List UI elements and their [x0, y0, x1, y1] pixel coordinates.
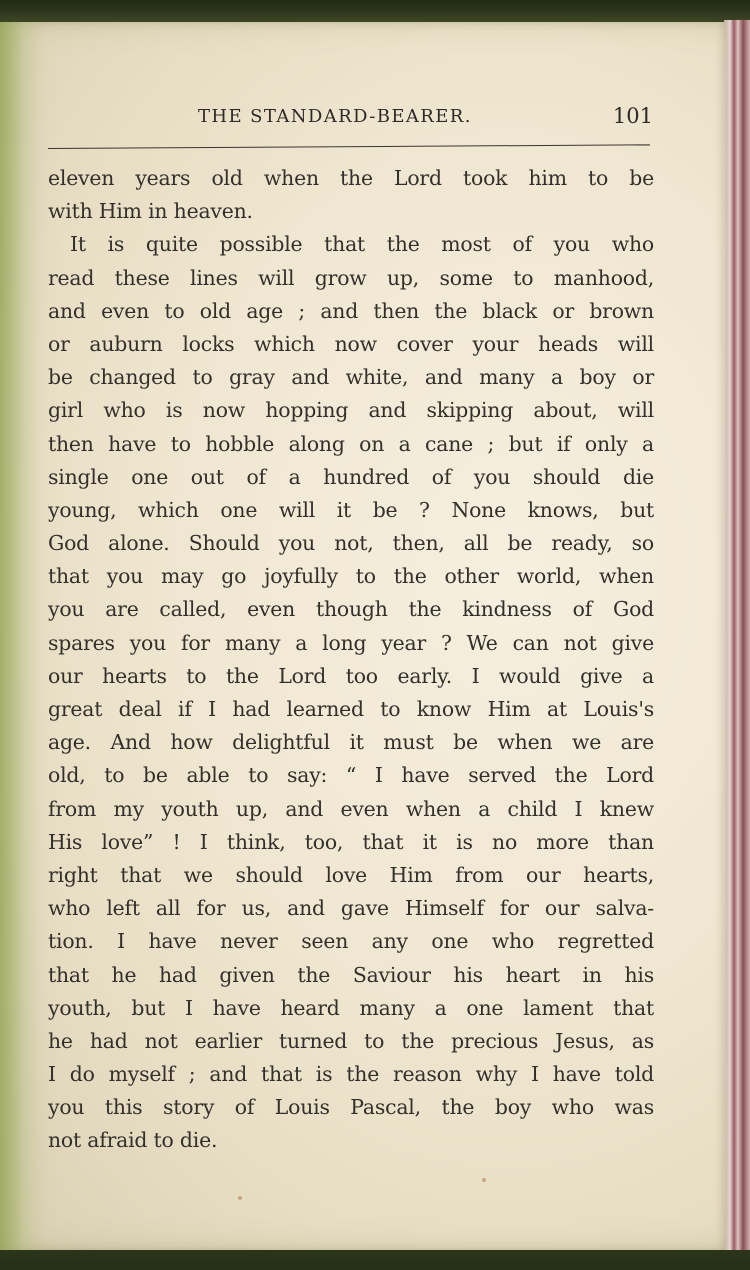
- paper-speck: [238, 1196, 242, 1200]
- paper-speck: [482, 1178, 486, 1182]
- text-line: he had not earlier turned to the precious Jesus, as: [48, 1028, 654, 1053]
- text-line: youth, but I have heard many a one lament that: [48, 995, 654, 1020]
- text-line: It is quite possible that the most of you who: [70, 232, 654, 257]
- text-line: old, to be able to say: “ I have served the Lord: [48, 763, 654, 788]
- book-cover-edge: [724, 20, 750, 1250]
- text-line: from my youth up, and even when a child I knew: [48, 796, 654, 821]
- text-line: age. And how delightful it must be when we are: [48, 730, 654, 755]
- text-line: or auburn locks which now cover your heads will: [48, 331, 654, 356]
- text-line: with Him in heaven.: [48, 199, 253, 224]
- text-line: and even to old age ; and then the black or brown: [48, 298, 654, 323]
- text-line: great deal if I had learned to know Him at Louis's: [48, 697, 654, 721]
- text-line: tion. I have never seen any one who regretted: [48, 929, 654, 954]
- text-line: single one out of a hundred of you should die: [48, 464, 654, 489]
- text-line: not afraid to die.: [48, 1128, 218, 1153]
- text-line: that you may go joyfully to the other world, when: [48, 564, 654, 589]
- text-line: right that we should love Him from our hearts,: [48, 862, 654, 887]
- text-line: be changed to gray and white, and many a boy or: [48, 365, 654, 390]
- text-line: young, which one will it be ? None knows, but: [48, 497, 654, 522]
- page-gutter-shadow: [0, 22, 40, 1250]
- text-line: you this story of Louis Pascal, the boy who was: [48, 1095, 654, 1120]
- text-line: girl who is now hopping and skipping about, will: [48, 398, 654, 423]
- text-line: then have to hobble along on a cane ; but if only a: [48, 431, 654, 456]
- text-line: His love” ! I think, too, that it is no more than: [48, 829, 654, 854]
- text-line: eleven years old when the Lord took him to be: [48, 166, 654, 190]
- text-line: read these lines will grow up, some to manhood,: [48, 265, 654, 290]
- text-line: God alone. Should you not, then, all be ready, so: [48, 531, 654, 556]
- text-line: who left all for us, and gave Himself for our salva-: [48, 896, 654, 921]
- text-line: spares you for many a long year ? We can not give: [48, 630, 654, 655]
- text-line: that he had given the Saviour his heart in his: [48, 962, 654, 987]
- body-text: [48, 162, 654, 1158]
- text-line: our hearts to the Lord too early. I would give a: [48, 663, 654, 688]
- text-line: I do myself ; and that is the reason why I have told: [48, 1062, 654, 1087]
- running-head-title: THE STANDARD-BEARER.: [198, 106, 472, 127]
- page-number: 101: [612, 104, 653, 128]
- running-head: [48, 104, 653, 134]
- text-line: you are called, even though the kindness of God: [48, 597, 654, 622]
